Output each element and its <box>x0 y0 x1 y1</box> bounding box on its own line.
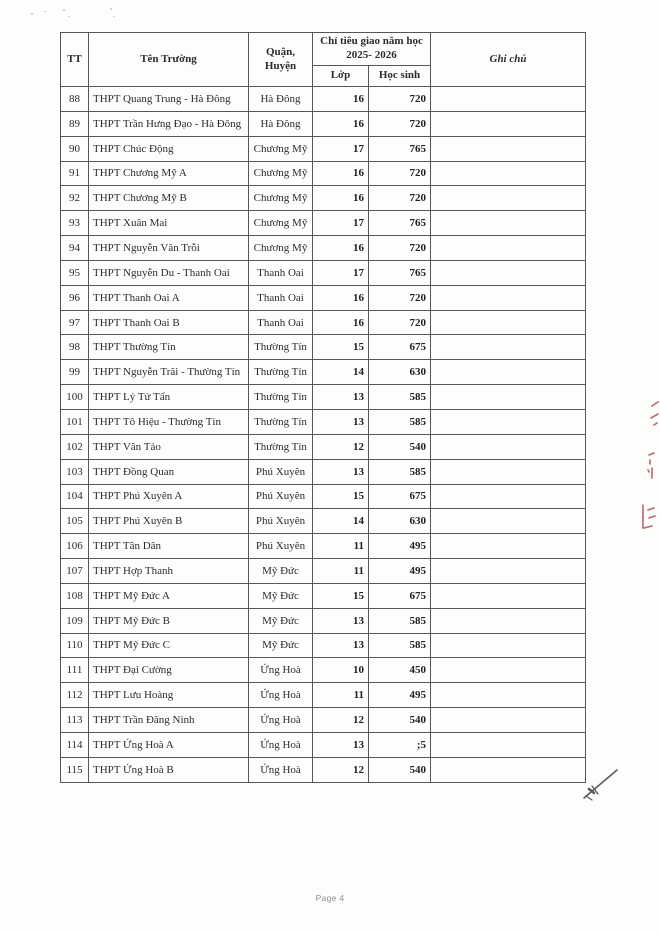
cell-notes <box>431 360 586 385</box>
cell-notes <box>431 211 586 236</box>
cell-classes: 17 <box>313 260 369 285</box>
cell-classes: 17 <box>313 136 369 161</box>
cell-students: 720 <box>369 236 431 261</box>
cell-district: Hà Đông <box>249 87 313 112</box>
cell-school-name: THPT Mỹ Đức A <box>89 583 249 608</box>
cell-notes <box>431 633 586 658</box>
table-row <box>61 285 586 310</box>
cell-school-name: THPT Ứng Hoà B <box>89 757 249 782</box>
cell-district: Ứng Hoà <box>249 683 313 708</box>
cell-classes: 12 <box>313 434 369 459</box>
table-row <box>61 385 586 410</box>
cell-classes: 13 <box>313 633 369 658</box>
cell-school-name: THPT Ứng Hoà A <box>89 732 249 757</box>
cell-tt: 88 <box>61 87 89 112</box>
cell-notes <box>431 385 586 410</box>
cell-school-name: THPT Nguyễn Văn Trỗi <box>89 236 249 261</box>
cell-notes <box>431 236 586 261</box>
cell-school-name: THPT Thanh Oai A <box>89 285 249 310</box>
cell-tt: 107 <box>61 559 89 584</box>
cell-classes: 15 <box>313 583 369 608</box>
cell-classes: 13 <box>313 459 369 484</box>
cell-tt: 91 <box>61 161 89 186</box>
cell-school-name: THPT Phú Xuyên A <box>89 484 249 509</box>
cell-school-name: THPT Trần Hưng Đạo - Hà Đông <box>89 111 249 136</box>
cell-district: Ứng Hoà <box>249 757 313 782</box>
cell-notes <box>431 683 586 708</box>
table-row <box>61 633 586 658</box>
cell-tt: 92 <box>61 186 89 211</box>
cell-school-name: THPT Quang Trung - Hà Đông <box>89 87 249 112</box>
cell-district: Phú Xuyên <box>249 534 313 559</box>
cell-tt: 89 <box>61 111 89 136</box>
cell-classes: 16 <box>313 161 369 186</box>
table-row <box>61 459 586 484</box>
cell-notes <box>431 459 586 484</box>
red-ink-edge-marks <box>636 392 660 547</box>
cell-school-name: THPT Chúc Động <box>89 136 249 161</box>
cell-classes: 14 <box>313 360 369 385</box>
cell-notes <box>431 583 586 608</box>
cell-district: Ứng Hoà <box>249 732 313 757</box>
cell-tt: 109 <box>61 608 89 633</box>
cell-classes: 16 <box>313 87 369 112</box>
cell-classes: 10 <box>313 658 369 683</box>
cell-tt: 99 <box>61 360 89 385</box>
cell-tt: 97 <box>61 310 89 335</box>
cell-students: 540 <box>369 708 431 733</box>
table-row <box>61 559 586 584</box>
cell-tt: 110 <box>61 633 89 658</box>
cell-students: 585 <box>369 459 431 484</box>
cell-district: Thường Tín <box>249 335 313 360</box>
cell-notes <box>431 161 586 186</box>
cell-district: Chương Mỹ <box>249 161 313 186</box>
table-row <box>61 583 586 608</box>
table-row <box>61 434 586 459</box>
table-row <box>61 484 586 509</box>
cell-school-name: THPT Phú Xuyên B <box>89 509 249 534</box>
cell-tt: 94 <box>61 236 89 261</box>
cell-notes <box>431 335 586 360</box>
cell-notes <box>431 559 586 584</box>
table-row <box>61 335 586 360</box>
cell-notes <box>431 708 586 733</box>
cell-tt: 114 <box>61 732 89 757</box>
cell-notes <box>431 310 586 335</box>
cell-students: 585 <box>369 409 431 434</box>
cell-notes <box>431 757 586 782</box>
cell-notes <box>431 409 586 434</box>
table-row <box>61 732 586 757</box>
cell-district: Chương Mỹ <box>249 236 313 261</box>
cell-notes <box>431 658 586 683</box>
cell-tt: 112 <box>61 683 89 708</box>
cell-school-name: THPT Xuân Mai <box>89 211 249 236</box>
cell-notes <box>431 285 586 310</box>
cell-classes: 13 <box>313 409 369 434</box>
cell-district: Thường Tín <box>249 434 313 459</box>
table-body <box>61 87 586 783</box>
table-row <box>61 409 586 434</box>
cell-students: 630 <box>369 360 431 385</box>
cell-students: 720 <box>369 285 431 310</box>
cell-district: Phú Xuyên <box>249 509 313 534</box>
cell-notes <box>431 484 586 509</box>
cell-tt: 95 <box>61 260 89 285</box>
header-tt: TT <box>61 33 89 87</box>
cell-district: Thường Tín <box>249 409 313 434</box>
cell-school-name: THPT Nguyễn Du - Thanh Oai <box>89 260 249 285</box>
cell-students: 585 <box>369 385 431 410</box>
header-district: Quận, Huyện <box>249 33 313 87</box>
cell-tt: 103 <box>61 459 89 484</box>
cell-school-name: THPT Mỹ Đức C <box>89 633 249 658</box>
cell-district: Mỹ Đức <box>249 633 313 658</box>
cell-school-name: THPT Chương Mỹ A <box>89 161 249 186</box>
cell-district: Chương Mỹ <box>249 211 313 236</box>
cell-district: Thường Tín <box>249 360 313 385</box>
table-row <box>61 111 586 136</box>
cell-students: 720 <box>369 310 431 335</box>
table-row <box>61 136 586 161</box>
cell-school-name: THPT Chương Mỹ B <box>89 186 249 211</box>
cell-tt: 96 <box>61 285 89 310</box>
page-number: Page 4 <box>315 893 345 903</box>
cell-classes: 13 <box>313 385 369 410</box>
cell-classes: 11 <box>313 534 369 559</box>
cell-tt: 98 <box>61 335 89 360</box>
cell-students: 675 <box>369 583 431 608</box>
cell-school-name: THPT Thường Tín <box>89 335 249 360</box>
cell-school-name: THPT Lưu Hoàng <box>89 683 249 708</box>
cell-students: 720 <box>369 186 431 211</box>
cell-students: 495 <box>369 683 431 708</box>
cell-district: Thanh Oai <box>249 310 313 335</box>
cell-classes: 13 <box>313 732 369 757</box>
cell-notes <box>431 111 586 136</box>
cell-classes: 16 <box>313 236 369 261</box>
table-row <box>61 534 586 559</box>
cell-students: 630 <box>369 509 431 534</box>
cell-district: Phú Xuyên <box>249 459 313 484</box>
cell-tt: 102 <box>61 434 89 459</box>
header-notes: Ghi chú <box>431 33 586 87</box>
table-row <box>61 186 586 211</box>
cell-students: 720 <box>369 111 431 136</box>
cell-students: 495 <box>369 534 431 559</box>
table-row <box>61 211 586 236</box>
cell-tt: 100 <box>61 385 89 410</box>
table-row <box>61 236 586 261</box>
table-row <box>61 310 586 335</box>
cell-district: Phú Xuyên <box>249 484 313 509</box>
cell-notes <box>431 534 586 559</box>
cell-school-name: THPT Mỹ Đức B <box>89 608 249 633</box>
table-row <box>61 87 586 112</box>
table-row <box>61 757 586 782</box>
cell-classes: 15 <box>313 335 369 360</box>
table-row <box>61 708 586 733</box>
cell-notes <box>431 87 586 112</box>
cell-classes: 12 <box>313 708 369 733</box>
cell-students: 765 <box>369 211 431 236</box>
cell-school-name: THPT Trần Đăng Ninh <box>89 708 249 733</box>
cell-tt: 115 <box>61 757 89 782</box>
cell-school-name: THPT Lý Tử Tấn <box>89 385 249 410</box>
table-row <box>61 509 586 534</box>
cell-classes: 11 <box>313 559 369 584</box>
cell-district: Mỹ Đức <box>249 608 313 633</box>
cell-school-name: THPT Đồng Quan <box>89 459 249 484</box>
cell-classes: 11 <box>313 683 369 708</box>
cell-tt: 106 <box>61 534 89 559</box>
header-school-name: Tên Trường <box>89 33 249 87</box>
cell-notes <box>431 260 586 285</box>
cell-students: 720 <box>369 161 431 186</box>
cell-district: Mỹ Đức <box>249 583 313 608</box>
cell-tt: 113 <box>61 708 89 733</box>
cell-students: 675 <box>369 335 431 360</box>
cell-school-name: THPT Tô Hiệu - Thường Tín <box>89 409 249 434</box>
table-row <box>61 260 586 285</box>
cell-classes: 16 <box>313 310 369 335</box>
cell-students: 495 <box>369 559 431 584</box>
cell-students: 585 <box>369 608 431 633</box>
cell-notes <box>431 434 586 459</box>
cell-tt: 111 <box>61 658 89 683</box>
cell-classes: 16 <box>313 111 369 136</box>
cell-classes: 15 <box>313 484 369 509</box>
header-classes: Lớp <box>313 66 369 87</box>
table-header <box>61 33 586 87</box>
cell-classes: 12 <box>313 757 369 782</box>
cell-students: ;5 <box>369 732 431 757</box>
cell-classes: 16 <box>313 186 369 211</box>
cell-district: Hà Đông <box>249 111 313 136</box>
header-students: Học sinh <box>369 66 431 87</box>
cell-students: 765 <box>369 136 431 161</box>
header-quota-group: Chỉ tiêu giao năm học 2025- 2026 <box>313 33 431 66</box>
cell-classes: 16 <box>313 285 369 310</box>
table-row <box>61 658 586 683</box>
cell-school-name: THPT Hợp Thanh <box>89 559 249 584</box>
cell-tt: 90 <box>61 136 89 161</box>
cell-students: 585 <box>369 633 431 658</box>
table-row <box>61 360 586 385</box>
table-row <box>61 161 586 186</box>
cell-tt: 104 <box>61 484 89 509</box>
cell-students: 540 <box>369 434 431 459</box>
cell-notes <box>431 608 586 633</box>
cell-district: Ứng Hoà <box>249 658 313 683</box>
cell-school-name: THPT Tân Dân <box>89 534 249 559</box>
cell-students: 765 <box>369 260 431 285</box>
table-row <box>61 683 586 708</box>
cell-school-name: THPT Vân Tảo <box>89 434 249 459</box>
cell-district: Mỹ Đức <box>249 559 313 584</box>
cell-students: 450 <box>369 658 431 683</box>
cell-district: Thanh Oai <box>249 260 313 285</box>
cell-notes <box>431 732 586 757</box>
cell-district: Chương Mỹ <box>249 186 313 211</box>
table-row <box>61 608 586 633</box>
cell-classes: 14 <box>313 509 369 534</box>
cell-school-name: THPT Nguyễn Trãi - Thường Tín <box>89 360 249 385</box>
cell-tt: 105 <box>61 509 89 534</box>
cell-school-name: THPT Thanh Oai B <box>89 310 249 335</box>
schools-quota-table <box>60 32 586 783</box>
cell-tt: 108 <box>61 583 89 608</box>
cell-students: 720 <box>369 87 431 112</box>
cell-students: 675 <box>369 484 431 509</box>
cell-tt: 93 <box>61 211 89 236</box>
cell-district: Ứng Hoà <box>249 708 313 733</box>
cell-classes: 13 <box>313 608 369 633</box>
cell-district: Thanh Oai <box>249 285 313 310</box>
cell-tt: 101 <box>61 409 89 434</box>
pencil-tick-mark <box>572 762 622 811</box>
cell-classes: 17 <box>313 211 369 236</box>
cell-district: Thường Tín <box>249 385 313 410</box>
cell-students: 540 <box>369 757 431 782</box>
cell-notes <box>431 186 586 211</box>
cell-district: Chương Mỹ <box>249 136 313 161</box>
cell-school-name: THPT Đại Cường <box>89 658 249 683</box>
cell-notes <box>431 136 586 161</box>
cell-notes <box>431 509 586 534</box>
